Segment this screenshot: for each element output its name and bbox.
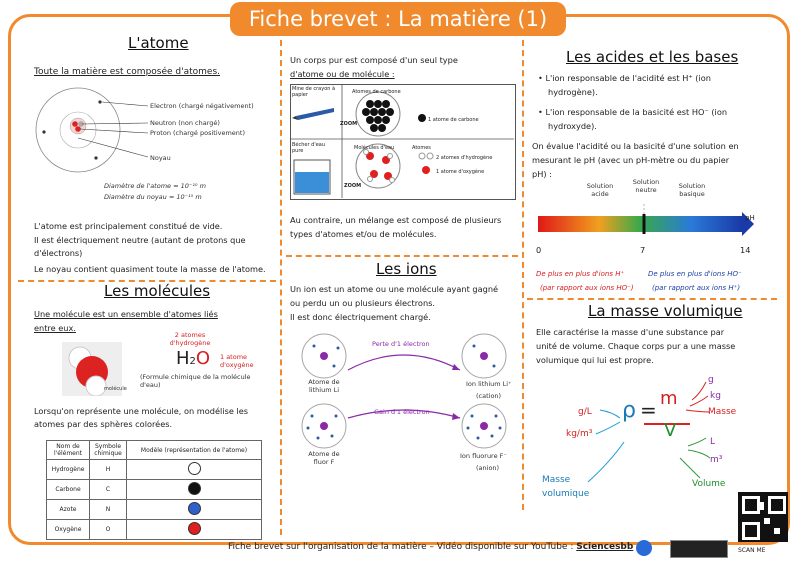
masse-heading: La masse volumique [588, 302, 743, 320]
lithium-atom-label: Atome de lithium Li [308, 378, 340, 394]
two-hydrogen-label: 2 atomes d'hydrogène [436, 155, 493, 161]
row-separator-right [527, 298, 777, 300]
electron-gain-label: Gain d'1 électron [374, 408, 430, 416]
acides-bullet-1-text: L'ion responsable de l'acidité est H⁺ (ion [545, 73, 711, 83]
label-proton: Proton (chargé positivement) [150, 129, 246, 137]
carbon-sphere [188, 482, 201, 495]
acid-note-1: De plus en plus d'ions H⁺ [536, 270, 625, 278]
table-row [47, 500, 262, 520]
density-label-line-1: Masse [542, 475, 571, 485]
youtube-channel-link[interactable]: Sciencesbb [576, 542, 634, 552]
acides-text-3: pH) : [532, 169, 552, 179]
ions-text-2: ou perdu un ou plusieurs électrons. [290, 298, 436, 308]
table-cell: Carbone [47, 480, 90, 500]
melange-text-2: types d'atomes et/ou de molécules. [290, 229, 437, 239]
ph-scale [534, 204, 756, 244]
carbon-atoms-label: Atomes de carbone [352, 89, 401, 95]
table-cell: N [90, 500, 127, 520]
volume-label: Volume [692, 479, 726, 489]
footer [228, 542, 633, 552]
acides-bullet-1-cont: hydrogène). [548, 87, 598, 97]
one-carbon-label: 1 atome de carbone [428, 117, 479, 123]
base-note-1: De plus en plus d'ions HO⁻ [648, 270, 742, 278]
acid-solution-label: Solution acide [586, 182, 614, 198]
masse-text-3: volumique qui lui est propre. [536, 355, 654, 365]
anion-label: (anion) [476, 464, 500, 472]
hydrogen-sphere [188, 462, 201, 475]
table-header: Modèle (représentation de l'atome) [127, 441, 262, 460]
table-row [47, 520, 262, 540]
ions-text-1: Un ion est un atome ou une molécule ayant gagné [290, 284, 499, 294]
table-cell [127, 460, 262, 480]
table-cell: Azote [47, 500, 90, 520]
table-cell [127, 480, 262, 500]
rho-symbol: ρ [622, 398, 636, 423]
water-formula: H2O [176, 348, 211, 369]
fluoride-ion-label: Ion fluorure F⁻ [460, 452, 507, 460]
neutral-solution-label: Solution neutre [632, 178, 660, 194]
ph-tick-14: 14 [740, 245, 751, 255]
unit-m3: m³ [710, 455, 723, 465]
label-noyau: Noyau [150, 154, 171, 162]
qr-code-icon[interactable] [738, 492, 788, 542]
column-separator-right [522, 40, 524, 510]
acides-bullet-1: • L'ion responsable de l'acidité est H⁺ (ion [538, 73, 711, 83]
atome-text-3: Le noyau contient quasiment toute la masse de l'atome. [34, 264, 266, 274]
row-separator-middle [286, 255, 518, 257]
unit-g: g [708, 375, 714, 385]
acides-bullet-2-text: L'ion responsable de la basicité est HO⁻ (ion [545, 107, 728, 117]
label-neutron: Neutron (non chargé) [150, 119, 220, 127]
table-header: Symbole chimique [90, 441, 127, 460]
table-header-row [47, 441, 262, 460]
sciencesbb-logo-icon [636, 540, 652, 556]
zoom-label: ZOOM [344, 183, 362, 189]
acides-bullet-2: • L'ion responsable de la basicité est HO⁻ (ion [538, 107, 728, 117]
atome-intro: Toute la matière est composée d'atomes. [34, 67, 221, 77]
mass-symbol: m [660, 388, 678, 409]
nitrogen-sphere [188, 502, 201, 515]
pure-substance-drawing [290, 84, 514, 198]
label-electron: Electron (chargé négativement) [150, 102, 254, 110]
table-cell [127, 500, 262, 520]
table-cell: Oxygène [47, 520, 90, 540]
one-oxygen-label: 1 atome d'oxygène [436, 169, 485, 175]
molecules-intro-2: entre eux. [34, 323, 76, 333]
beaker-label: Bécher d'eau pure [292, 142, 326, 154]
ions-heading: Les ions [376, 260, 437, 278]
table-cell: O [90, 520, 127, 540]
masse-text-1: Elle caractérise la masse d'une substance par [536, 327, 725, 337]
elements-table [46, 440, 262, 540]
masse-text-2: unité de volume. Chaque corps pur a une masse [536, 341, 736, 351]
nucleus-diameter: Diamètre du noyau ≈ 10⁻¹⁵ m [104, 193, 202, 201]
page-title: Fiche brevet : La matière (1) [230, 2, 566, 36]
table-cell: C [90, 480, 127, 500]
table-cell: H [90, 460, 127, 480]
unit-kg: kg [710, 391, 721, 401]
molecules-heading: Les molécules [104, 282, 211, 300]
acides-heading: Les acides et les bases [566, 48, 739, 66]
unit-l: L [710, 437, 716, 447]
column-separator-left [280, 40, 282, 535]
corps-pur-text-2: d'atome ou de molécule : [290, 69, 395, 79]
unit-kg-per-m3: kg/m³ [566, 429, 593, 439]
ions-text-3: Il est donc électriquement chargé. [290, 312, 431, 322]
unit-g-per-l: g/L [578, 407, 592, 417]
table-cell [127, 520, 262, 540]
fluor-atom-label: Atome de fluor F [308, 450, 340, 466]
acides-text-1: On évalue l'acidité ou la basicité d'une solution en [532, 141, 739, 151]
acid-note-2: (par rapport aux ions HO⁻) [540, 284, 634, 292]
corps-pur-text-1: Un corps pur est composé d'un seul type [290, 55, 458, 65]
lithium-ion-label: Ion lithium Li⁺ [466, 380, 512, 388]
zoom-label: ZOOM [340, 121, 358, 127]
ph-tick-0: 0 [536, 245, 542, 255]
oxygen-count-note: 1 atome d'oxygène [220, 353, 254, 369]
atoms-label: Atomes [412, 145, 431, 151]
melange-text-1: Au contraire, un mélange est composé de plusieurs [290, 215, 502, 225]
atome-heading: L'atome [128, 34, 189, 52]
base-note-2: (par rapport aux ions H⁺) [652, 284, 741, 292]
creative-commons-license-icon[interactable] [670, 540, 728, 558]
ph-tick-7: 7 [640, 245, 646, 255]
volume-symbol: V [664, 420, 677, 441]
equals-sign: = [640, 398, 657, 422]
electron-loss-label: Perte d'1 électron [372, 340, 430, 348]
atom-diameter: Diamètre de l'atome ≈ 10⁻¹⁰ m [104, 182, 206, 190]
table-cell: Hydrogène [47, 460, 90, 480]
molecule-caption: molécule [104, 386, 127, 392]
scan-me-label: SCAN ME [738, 547, 766, 554]
table-row [47, 480, 262, 500]
mass-label: Masse [708, 407, 737, 417]
basic-solution-label: Solution basique [678, 182, 706, 198]
table-row [47, 460, 262, 480]
molecules-text-1: Lorsqu'on représente une molécule, on modélise les [34, 406, 249, 416]
molecules-text-2: atomes par des sphères colorées. [34, 419, 173, 429]
formula-caption: (Formule chimique de la molécule d'eau) [140, 373, 251, 389]
atome-text-2: Il est électriquement neutre (autant de protons que d'électrons) [34, 235, 246, 258]
atome-text-1: L'atome est principalement constitué de vide. [34, 221, 223, 231]
molecules-intro-1: Une molécule est un ensemble d'atomes liés [34, 309, 218, 319]
hydrogen-count-note: 2 atomes d'hydrogène [169, 331, 211, 347]
cation-label: (cation) [476, 392, 502, 400]
acides-text-2: mesurant le pH (avec un pH-mètre ou du papier [532, 155, 730, 165]
density-label-line-2: volumique [542, 489, 590, 499]
pencil-label: Mine de crayon à papier [292, 86, 336, 98]
table-header: Nom de l'élément [47, 441, 90, 460]
ph-axis-label: pH [745, 214, 755, 222]
oxygen-sphere [188, 522, 201, 535]
water-molecules-label: Molécules d'eau [354, 145, 395, 151]
footer-text: Fiche brevet sur l'organisation de la matière – Vidéo disponible sur YouTube : [228, 542, 577, 552]
acides-bullet-2-cont: hydroxyde). [548, 121, 597, 131]
